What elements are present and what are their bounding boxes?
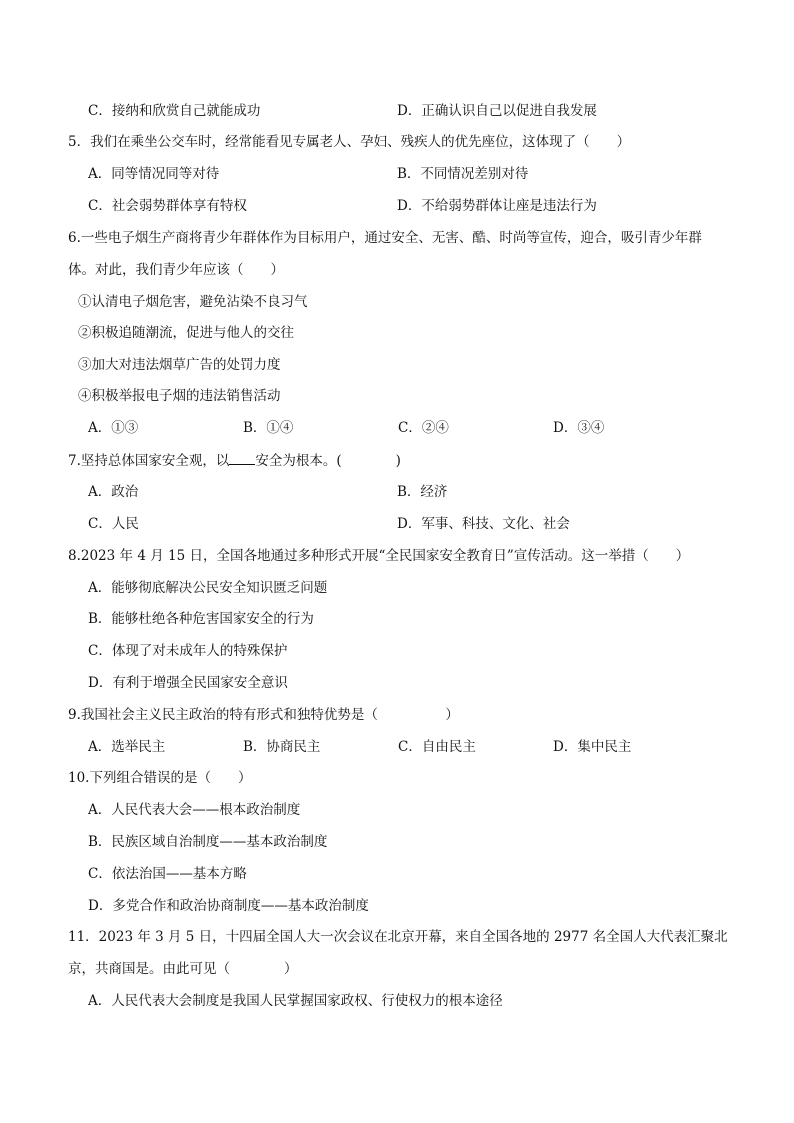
q4-option-c: C．接纳和欣赏自己就能成功 <box>88 103 261 119</box>
q7-option-b: B．经济 <box>397 484 448 500</box>
q8-option-b: B．能够杜绝各种危害国家安全的行为 <box>88 611 314 627</box>
q9-stem: 9.我国社会主义民主政治的特有形式和独特优势是（ ） <box>68 707 459 723</box>
q7-option-c: C．人民 <box>88 516 139 532</box>
q8-option-c: C．体现了对未成年人的特殊保护 <box>88 643 288 659</box>
q10-stem: 10.下列组合错误的是（ ） <box>68 770 252 786</box>
q5-stem: 5．我们在乘坐公交车时，经常能看见专属老人、孕妇、残疾人的优先座位，这体现了（ ） <box>68 134 631 150</box>
q7-answer-blank <box>229 450 255 465</box>
q8-option-d: D．有利于增强全民国家安全意识 <box>88 675 288 691</box>
q6-option-c: C．②④ <box>398 420 449 436</box>
q5-option-d: D．不给弱势群体让座是违法行为 <box>397 198 597 214</box>
q10-option-b: B．民族区域自治制度——基本政治制度 <box>88 834 328 850</box>
q8-option-a: A．能够彻底解决公民安全知识匮乏问题 <box>88 580 328 596</box>
q5-option-c: C．社会弱势群体享有特权 <box>88 198 247 214</box>
q7-stem-prefix: 7.坚持总体国家安全观，以 <box>68 453 230 469</box>
q6-stem-line1: 6.一些电子烟生产商将青少年群体作为目标用户，通过安全、无害、酷、时尚等宣传，迎合，吸引青少年群 <box>68 230 702 246</box>
q9-option-c: C．自由民主 <box>398 739 476 755</box>
q9-option-a: A．选举民主 <box>88 739 166 755</box>
q10-option-a: A．人民代表大会——根本政治制度 <box>88 802 301 818</box>
q6-statement-2: ②积极追随潮流，促进与他人的交往 <box>78 325 294 341</box>
q7-option-a: A．政治 <box>88 484 139 500</box>
q11-option-a: A．人民代表大会制度是我国人民掌握国家政权、行使权力的根本途径 <box>88 993 503 1009</box>
q4-option-d: D．正确认识自己以促进自我发展 <box>397 103 597 119</box>
q7-stem <box>68 450 401 470</box>
q11-stem-line1: 11．2023 年 3 月 5 日，十四届全国人大一次会议在北京开幕，来自全国各地的 2977 名全国人大代表汇聚北 <box>68 929 728 945</box>
q6-statement-1: ①认清电子烟危害，避免沾染不良习气 <box>78 294 308 310</box>
q6-statement-3: ③加大对违法烟草广告的处罚力度 <box>78 357 281 373</box>
q10-option-d: D．多党合作和政治协商制度——基本政治制度 <box>88 898 369 914</box>
q9-option-d: D．集中民主 <box>553 739 632 755</box>
q6-option-b: B．①④ <box>243 420 294 436</box>
q7-option-d: D．军事、科技、文化、社会 <box>397 516 570 532</box>
q6-option-d: D．③④ <box>553 420 605 436</box>
q5-option-a: A．同等情况同等对待 <box>88 166 220 182</box>
q10-option-c: C．依法治国——基本方略 <box>88 866 247 882</box>
q9-option-b: B．协商民主 <box>243 739 321 755</box>
q11-stem-line2: 京，共商国是。由此可见（ ） <box>68 961 298 977</box>
q6-option-a: A．①③ <box>88 420 139 436</box>
q7-stem-suffix: 安全为根本。( ) <box>255 453 401 469</box>
q6-statement-4: ④积极举报电子烟的违法销售活动 <box>78 388 281 404</box>
q6-stem-line2: 体。对此，我们青少年应该（ ） <box>68 262 284 278</box>
q8-stem: 8.2023 年 4 月 15 日，全国各地通过多种形式开展“全民国家安全教育日”宣传活动。这一举措（ ） <box>68 548 690 564</box>
q5-option-b: B．不同情况差别对待 <box>397 166 529 182</box>
